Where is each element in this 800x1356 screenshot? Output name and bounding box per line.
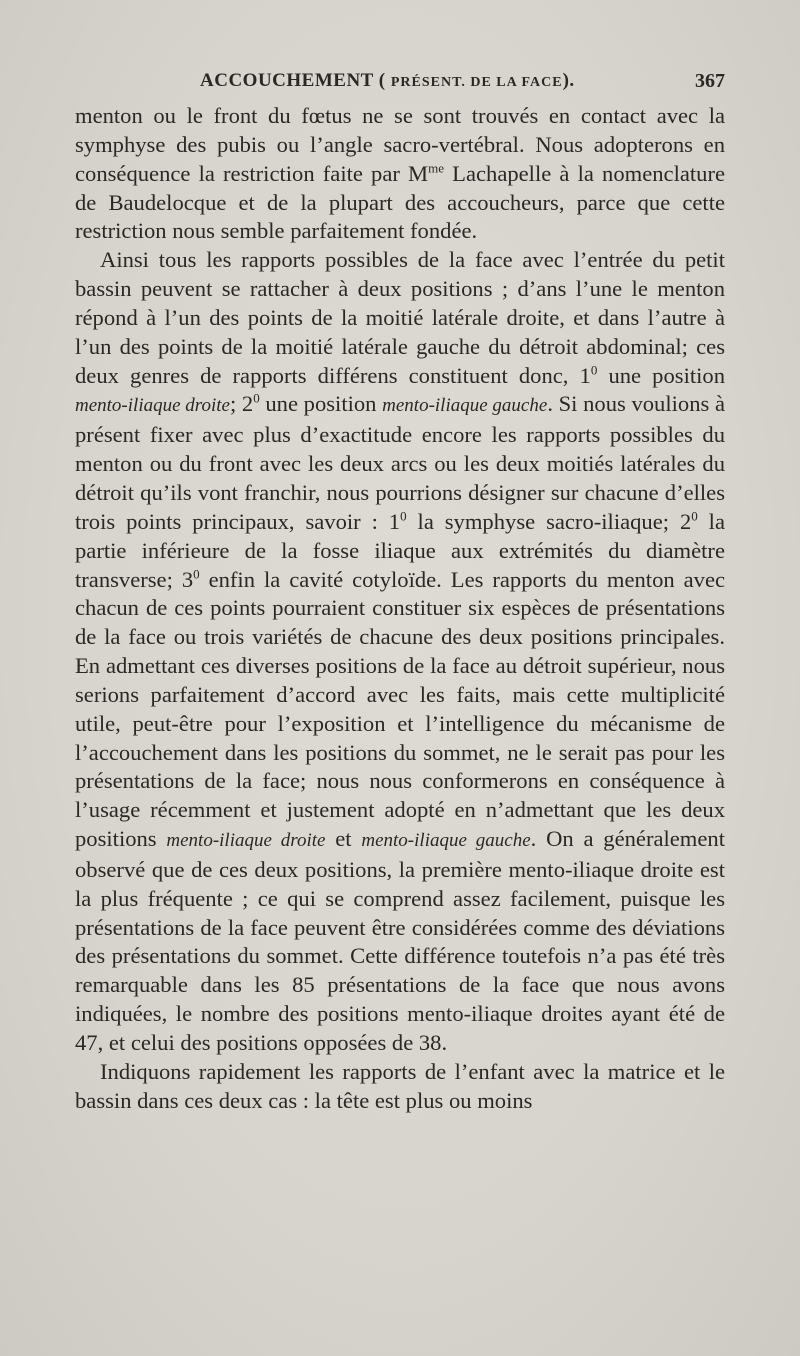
- text-run: une position: [259, 391, 383, 417]
- text-run: Ainsi tous les rapports possibles de la face avec l’entrée du petit bassin peuvent se rattacher à deux positions ; d’ans l’une le menton répond à l’un des points de la moitié latérale droite, et dans l’autre à l’un des points de la moitié latérale gauche du détroit abdominal; ces deux genres de rapports différens constituent donc, 1: [75, 247, 725, 388]
- italic-term: mento-iliaque droite: [166, 830, 326, 852]
- superscript: 0: [193, 565, 200, 581]
- running-head-open-paren: (: [378, 70, 386, 91]
- italic-term: mento-iliaque gauche: [382, 395, 548, 417]
- superscript: 0: [590, 362, 598, 378]
- running-head-sub: PRÉSENT. DE LA FACE: [390, 75, 563, 90]
- text-run: . Si nous voulions à présent fixer avec plus d’exactitude encore les rapports possibles du menton ou du front avec les deux arcs ou les deux moitiés latérales du détroit qu’ils vont franchir, nous pourrions désigner sur chacune d’elles trois points principaux, savoir : 1: [75, 391, 725, 534]
- text-run: enfin la cavité cotyloïde. Les rapports du menton avec chacun de ces points pourraient constituer six espèces de présentations de la face ou trois variétés de chacune des deux positions principales. En admettant ces diverses positions de la face au détroit supérieur, nous serions parfaitement d’accord avec les faits, mais cette multiplicité utile, peut-être pour l’exposition et l’intelligence du mécanisme de l’accouchement dans les positions du sommet, ne le serait pas pour les présentations de la face; nous nous conformerons en conséquence à l’usage récemment et justement adopté en n’admettant que les deux positions: [75, 566, 725, 852]
- superscript: 0: [400, 508, 407, 524]
- text-run: Lachapelle à la nomenclature de Baudelocque et de la plupart des accoucheurs, parce que cette restriction nous semble parfaitement fondée.: [75, 160, 725, 244]
- superscript: 0: [253, 390, 260, 406]
- page-header: [75, 70, 725, 100]
- paragraph-2: [75, 246, 725, 1058]
- text-run: Indiquons rapidement les rapports de l’enfant avec la matrice et le bassin dans ces deux cas : la tête est plus ou moins: [75, 1058, 725, 1113]
- page-number: 367: [695, 70, 725, 92]
- running-head-close-paren: ).: [562, 70, 575, 91]
- body-text: [75, 102, 725, 1116]
- paragraph-3: [75, 1058, 725, 1116]
- text-run: . On a généralement observé que de ces deux positions, la première mento-iliaque droite est la plus fréquente ; ce qui se comprend assez facilement, puisque les présentations de la face peuvent être considérées comme des déviations des présentations du sommet. Cette différence toutefois n’a pas été très remarquable dans les 85 présentations de la face que nous avons indiquées, le nombre des positions mento-iliaque droites ayant été de 47, et celui des positions opposées de 38.: [75, 826, 725, 1055]
- superscript: me: [428, 160, 445, 176]
- running-head: [200, 70, 575, 92]
- superscript: 0: [691, 508, 698, 524]
- paragraph-1: [75, 102, 725, 246]
- text-run: menton ou le front du fœtus ne se sont trouvés en contact avec la symphyse des pubis ou l’angle sacro-vertébral. Nous adopterons en conséquence la restriction faite par M: [75, 103, 725, 186]
- italic-term: mento-iliaque gauche: [361, 830, 531, 852]
- running-head-main: ACCOUCHEMENT: [200, 70, 374, 91]
- text-run: la partie inférieure de la fosse iliaque aux extrémités du diamètre transverse; 3: [75, 508, 725, 592]
- italic-term: mento-iliaque droite: [75, 395, 230, 417]
- text-run: une position: [597, 362, 725, 388]
- text-run: la symphyse sacro-iliaque; 2: [406, 508, 692, 534]
- text-run: ; 2: [229, 391, 254, 417]
- text-run: et: [325, 826, 362, 852]
